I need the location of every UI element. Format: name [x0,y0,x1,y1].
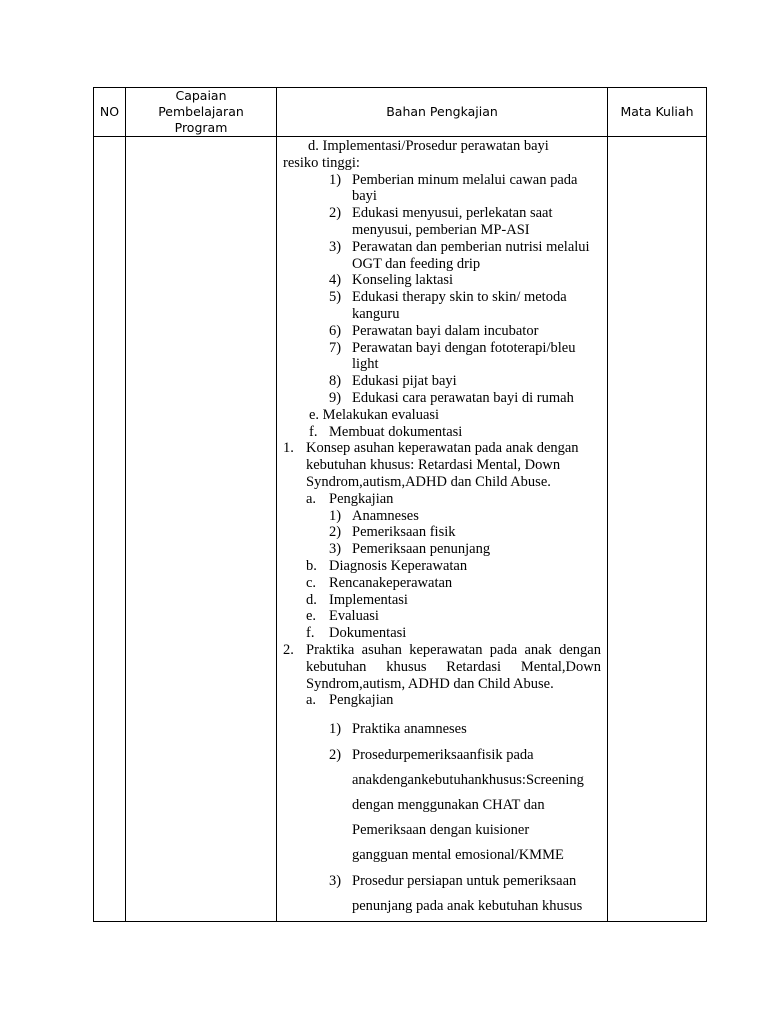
list-marker: 2) [329,524,342,541]
sublist-item [283,172,601,206]
list-text-line: dengan menggunakan CHAT dan [352,796,545,813]
cell-mata-kuliah [608,137,707,922]
item-2 [283,642,601,692]
list-marker: c. [306,574,317,591]
list-text: Edukasi therapy skin to skin/ metoda kanguru [352,289,567,322]
item-2-a-subitem [283,743,601,869]
list-text: Pemeriksaan penunjang [352,541,491,558]
item-1-a-subitem [283,524,601,541]
list-marker: 3) [329,238,342,255]
list-text: Membuat dokumentasi [329,423,463,440]
list-marker: 8) [329,373,342,390]
sublist-item [283,323,601,340]
body-row [94,137,707,922]
sublist-item [283,390,601,407]
list-marker: 3) [329,541,342,558]
list-marker: 3) [329,872,342,889]
list-text-line: Praktika anamneses [352,721,467,738]
item-f [283,424,601,441]
list-marker: 2. [283,641,294,658]
sublist-item [283,205,601,239]
list-marker: b. [306,557,317,574]
cell-cpl [126,137,277,922]
list-text-line: gangguan mental emosional/KMME [352,847,564,864]
item-1-subitem [283,625,601,642]
list-marker: 4) [329,272,342,289]
item-1-subitem [283,491,601,508]
item-1-subitem [283,592,601,609]
list-marker: d. [306,591,317,608]
sublist-item [283,289,601,323]
list-text-line: Prosedur persiapan untuk pemeriksaan [352,872,577,889]
list-marker: 2) [329,746,342,763]
list-text: Edukasi cara perawatan bayi di rumah [352,389,574,406]
list-marker: 9) [329,389,342,406]
list-marker: 5) [329,289,342,306]
list-text: Perawatan bayi dalam incubator [352,322,539,339]
list-text: Edukasi menyusui, perlekatan saat menyusui, pemberian MP-ASI [352,205,553,238]
list-marker: a. [306,692,317,709]
item-d-heading-continued: resiko tinggi: [283,154,360,171]
item-1-sublist [283,491,601,642]
item-2-a [283,692,601,717]
list-marker: 1) [329,507,342,524]
sublist-item [283,373,601,390]
list-text: Dokumentasi [329,625,407,642]
cell-no [94,137,126,922]
bahan-content [277,137,607,919]
list-marker: 7) [329,339,342,356]
list-marker: 1) [329,171,342,188]
item-1-a-subitem [283,541,601,558]
curriculum-table [93,87,707,922]
list-text-line: anakdengankebutuhankhusus:Screening [352,771,584,788]
header-no: NO [94,88,126,137]
header-row [94,88,707,137]
header-cpl: Capaian Pembelajaran Program [126,88,277,137]
list-marker: e. [306,608,317,625]
item-e: e. Melakukan evaluasi [309,406,440,423]
list-text: Diagnosis Keperawatan [329,557,468,574]
list-marker: 6) [329,322,342,339]
item-1-a-subitem [283,508,601,525]
sublist-item [283,340,601,374]
list-marker: f. [309,423,318,440]
item-1 [283,440,601,490]
list-marker: f. [306,625,315,642]
list-text: Implementasi [329,591,408,608]
sublist-item [283,239,601,273]
list-text: Rencanakeperawatan [329,574,453,591]
item-d-sublist [283,172,601,407]
cell-bahan-pengkajian [277,137,608,922]
item-1-subitem [283,575,601,592]
list-marker: a. [306,490,317,507]
list-text: Pemberian minum melalui cawan pada bayi [352,171,578,205]
item-2-a-subitem [283,717,601,742]
list-text: Evaluasi [329,608,379,625]
list-text-line: penunjang pada anak kebutuhan khusus [352,897,583,914]
list-text: Pemeriksaan fisik [352,524,456,541]
list-marker: 1. [283,440,294,457]
list-text: Pengkajian [329,490,394,507]
list-text: Konseling laktasi [352,272,454,289]
list-text: Anamneses [352,507,419,524]
list-marker: 2) [329,205,342,222]
list-text: Perawatan dan pemberian nutrisi melalui OGT dan feeding drip [352,238,590,272]
list-text: Edukasi pijat bayi [352,373,457,390]
header-bahan-pengkajian: Bahan Pengkajian [277,88,608,137]
list-text-line: Prosedurpemeriksaanfisik pada [352,746,534,763]
header-mata-kuliah: Mata Kuliah [608,88,707,137]
list-text: Praktika asuhan keperawatan pada anak dengan kebutuhan khusus Retardasi Mental,Down Syndrom,autism, ADHD dan Child Abuse. [306,641,601,692]
list-text-line: Pemeriksaan dengan kuisioner [352,822,530,839]
item-d-heading: d. Implementasi/Prosedur perawatan bayi [308,138,549,154]
sublist-item [283,272,601,289]
list-marker: 1) [329,721,342,738]
list-text: Konsep asuhan keperawatan pada anak dengan kebutuhan khusus: Retardasi Mental, Down Syndrom,autism,ADHD dan Child Abuse. [306,440,579,490]
list-text: Perawatan bayi dengan fototerapi/bleu light [352,339,576,373]
item-1-subitem [283,558,601,575]
list-text: Pengkajian [329,692,394,709]
item-2-a-subitem [283,869,601,919]
item-2-a-sublist [283,717,601,919]
item-1-subitem [283,608,601,625]
